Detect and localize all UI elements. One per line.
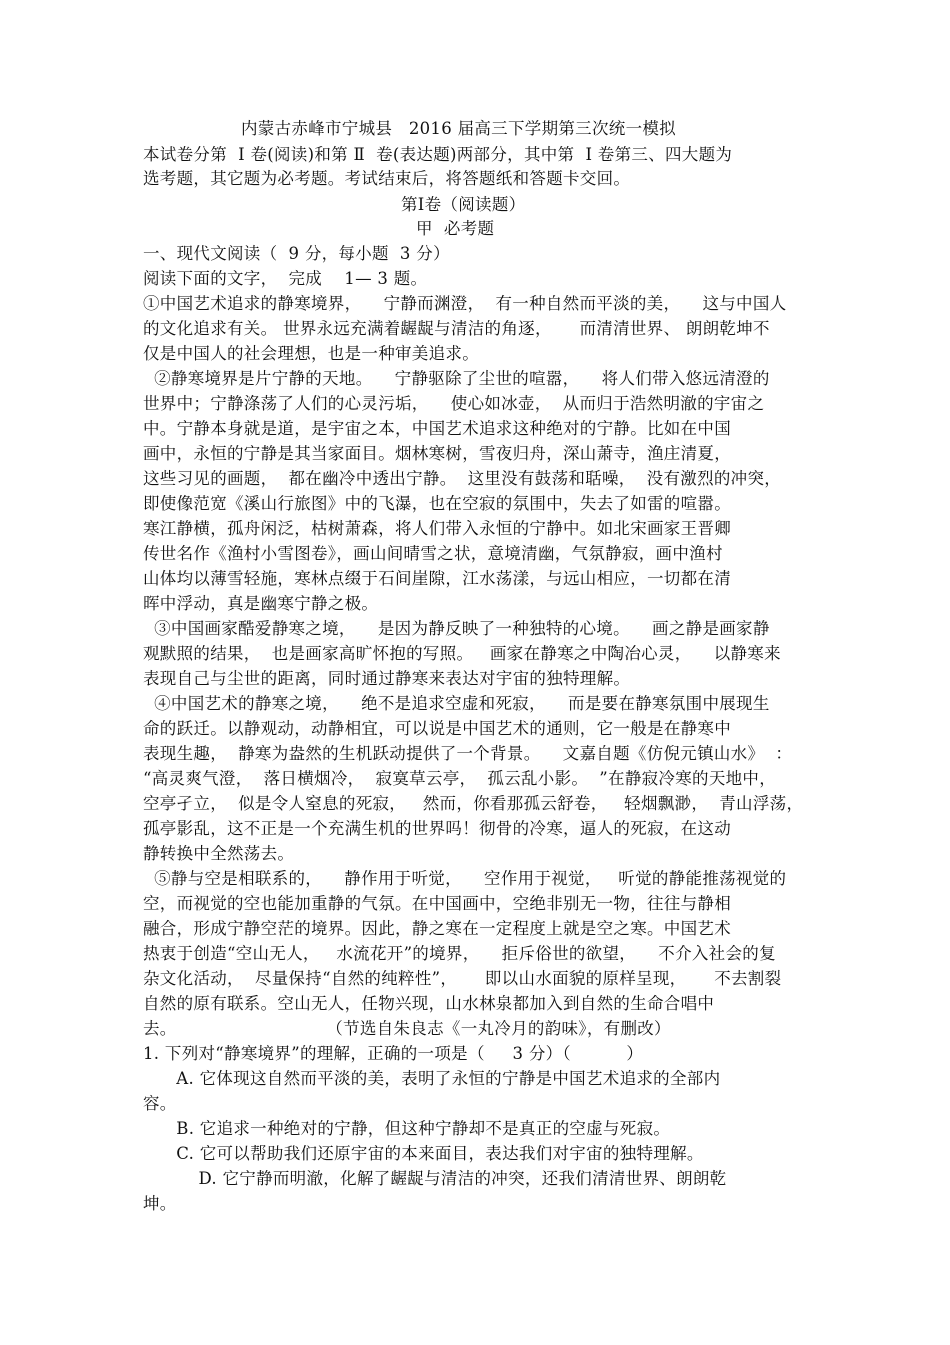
question-stem: 1. 下列对“静寒境界”的理解，正确的一项是（ 3 分）（ ） — [143, 1044, 644, 1063]
passage-line: 观默照的结果， 也是画家高旷怀抱的写照。 画家在静寒之中陶冶心灵， 以静寒来 — [143, 644, 781, 663]
option-b: B. 它追求一种绝对的宁静，但这种宁静却不是真正的空虚与死寂。 — [143, 1119, 671, 1138]
passage-line: “高灵爽气澄， 落日横烟冷， 寂寞草云亭， 孤云乱小影。 ”在静寂冷寒的天地中， — [143, 769, 777, 788]
passage-line: 山体均以薄雪轻施，寒林点缀于石间崖隙，江水荡漾，与远山相应，一切都在清 — [143, 569, 731, 588]
passage-line: 表现生趣， 静寒为盎然的生机跃动提供了一个背景。 文嘉自题《仿倪元镇山水》 ： — [143, 744, 793, 763]
passage-line: 中。宁静本身就是道，是宇宙之本，中国艺术追求这种绝对的宁静。比如在中国 — [143, 419, 731, 438]
exam-title: 内蒙古赤峰市宁城县 2016 届高三下学期第三次统一模拟 — [241, 119, 676, 138]
passage-line: 表现自己与尘世的距离，同时通过静寒来表达对宇宙的独特理解。 — [143, 669, 631, 688]
passage-line: 的文化追求有关。 世界永远充满着龌龊与清洁的角逐， 而清清世界、 朗朗乾坤不 — [143, 319, 770, 338]
passage-line: 这些习见的画题， 都在幽冷中透出宁静。 这里没有鼓荡和聒噪， 没有激烈的冲突， — [143, 469, 782, 488]
option-d: D. 它宁静而明澈，化解了龌龊与清洁的冲突，还我们清清世界、朗朗乾 — [143, 1169, 727, 1188]
passage-line: 热衷于创造“空山无人， 水流花开”的境界， 拒斥俗世的欲望， 不介入社会的复 — [143, 944, 776, 963]
passage-line: ②静寒境界是片宁静的天地。 宁静驱除了尘世的喧嚣， 将人们带入悠远清澄的 — [143, 369, 770, 388]
section-title: 甲 必考题 — [416, 219, 495, 238]
volume-title: 第Ⅰ卷（阅读题） — [401, 195, 526, 214]
passage-line: 晖中浮动，真是幽寒宁静之极。 — [143, 594, 379, 613]
passage-line: ①中国艺术追求的静寒境界， 宁静而渊澄， 有一种自然而平淡的美， 这与中国人 — [143, 294, 787, 313]
passage-line: ⑤静与空是相联系的， 静作用于听觉， 空作用于视觉， 听觉的静能推荡视觉的 — [143, 869, 787, 888]
passage-line: 孤亭影乱，这不正是一个充满生机的世界吗！彻骨的冷寒，逼人的死寂，在这动 — [143, 819, 731, 838]
passage-line: ④中国艺术的静寒之境， 绝不是追求空虚和死寂， 而是要在静寒氛围中展现生 — [143, 694, 770, 713]
passage-line: 杂文化活动， 尽量保持“自然的纯粹性”， 即以山水面貌的原样呈现， 不去割裂 — [143, 969, 782, 988]
passage-line: 空亭孑立， 似是令人窒息的死寂， 然而，你看那孤云舒卷， 轻烟飘渺， 青山浮荡， — [143, 794, 804, 813]
exam-intro-line: 本试卷分第 Ⅰ 卷(阅读)和第 Ⅱ 卷(表达题)两部分，其中第 Ⅰ 卷第三、四大题为 — [143, 145, 733, 164]
option-c: C. 它可以帮助我们还原宇宙的本来面目，表达我们对宇宙的独特理解。 — [143, 1144, 704, 1163]
passage-line: 画中，永恒的宁静是其当家面目。烟林寒树，雪夜归舟，深山萧寺，渔庄清夏， — [143, 444, 731, 463]
part-heading: 一、现代文阅读（ 9 分，每小题 3 分） — [143, 244, 450, 263]
passage-line: 静转换中全然荡去。 — [143, 844, 295, 863]
passage-line: 世界中；宁静涤荡了人们的心灵污垢， 使心如冰壶， 从而归于浩然明澈的宇宙之 — [143, 394, 765, 413]
passage-line: 仅是中国人的社会理想，也是一种审美追求。 — [143, 344, 479, 363]
passage-line: 融合，形成宁静空茫的境界。因此，静之寒在一定程度上就是空之寒。中国艺术 — [143, 919, 731, 938]
passage-line: ③中国画家酷爱静寒之境， 是因为静反映了一种独特的心境。 画之静是画家静 — [143, 619, 770, 638]
passage-source-line: 去。 （节选自朱良志《一丸冷月的韵味》，有删改） — [143, 1019, 671, 1038]
exam-intro-line: 选考题，其它题为必考题。考试结束后，将答题纸和答题卡交回。 — [143, 169, 631, 188]
passage-line: 寒江静横，孤舟闲泛，枯树萧森，将人们带入永恒的宁静中。如北宋画家王晋卿 — [143, 519, 731, 538]
option-a-continued: 容。 — [143, 1094, 177, 1113]
passage-line: 命的跃迁。以静观动，动静相宜，可以说是中国艺术的通则，它一般是在静寒中 — [143, 719, 731, 738]
passage-line: 传世名作《渔村小雪图卷》，画山间晴雪之状，意境清幽，气氛静寂，画中渔村 — [143, 544, 723, 563]
passage-line: 自然的原有联系。空山无人，任物兴现，山水林泉都加入到自然的生命合唱中 — [143, 994, 715, 1013]
passage-line: 即使像范宽《溪山行旅图》中的飞瀑，也在空寂的氛围中，失去了如雷的喧嚣。 — [143, 494, 731, 513]
reading-instruction: 阅读下面的文字， 完成 1— 3 题。 — [143, 269, 428, 288]
option-d-continued: 坤。 — [143, 1194, 177, 1213]
option-a: A. 它体现这自然而平淡的美，表明了永恒的宁静是中国艺术追求的全部内 — [143, 1069, 721, 1088]
passage-line: 空，而视觉的空也能加重静的气氛。在中国画中，空绝非别无一物，往往与静相 — [143, 894, 731, 913]
